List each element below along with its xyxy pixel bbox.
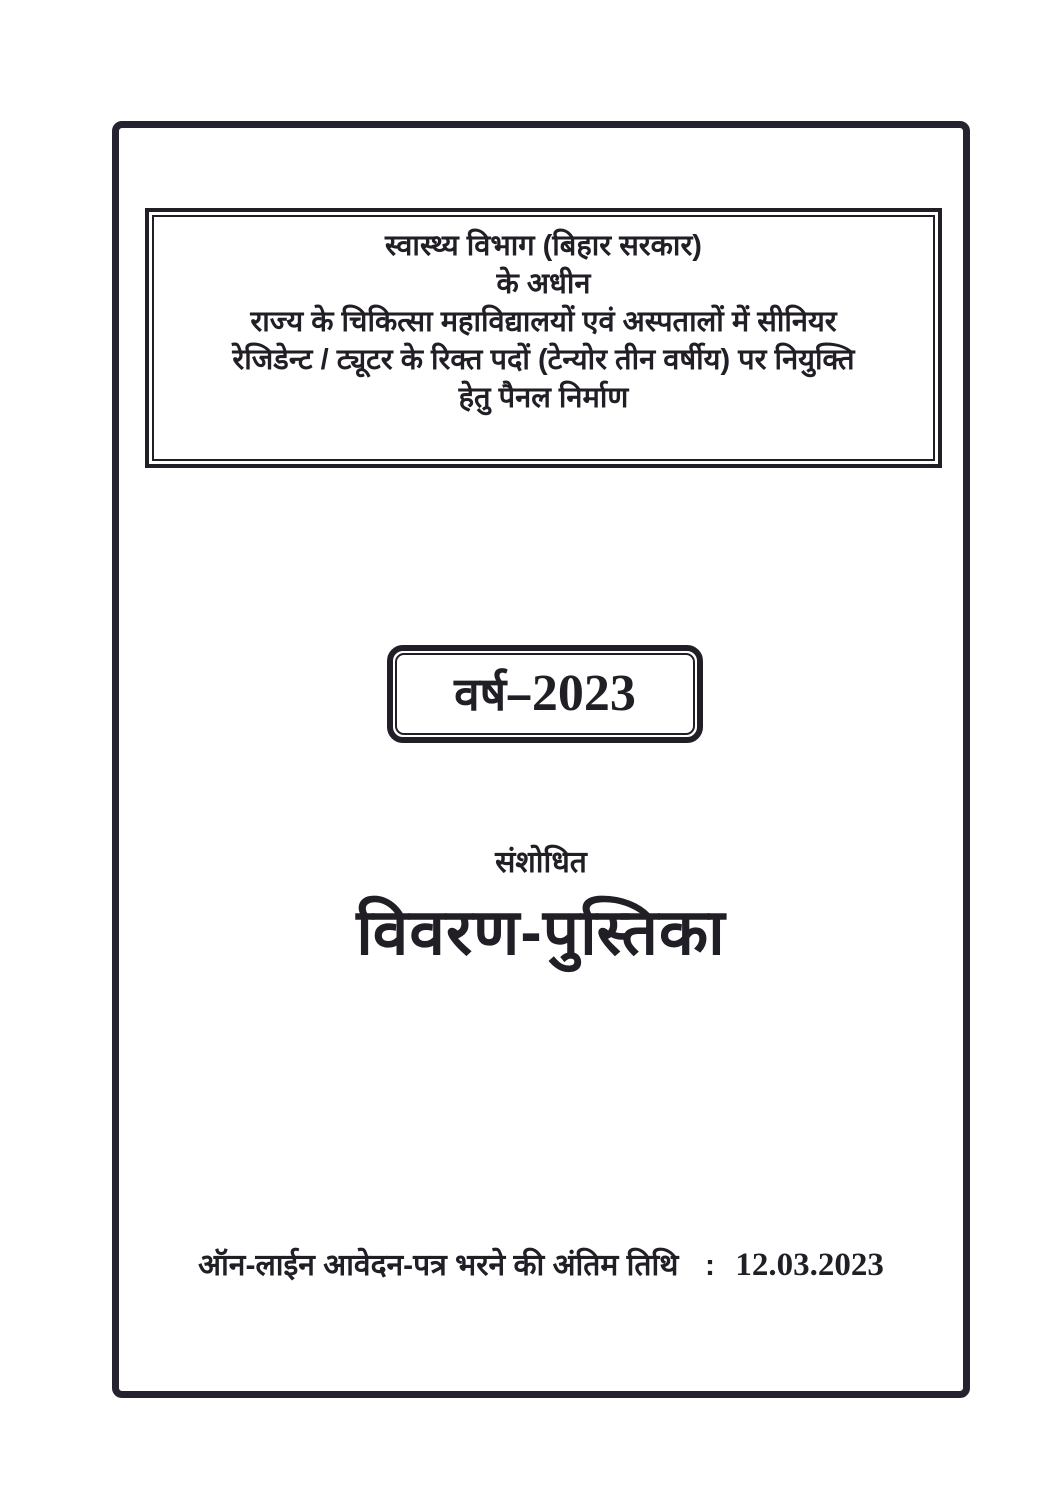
header-line-under: के अधीन <box>496 268 591 300</box>
header-line-panel: हेतु पैनल निर्माण <box>458 382 629 414</box>
header-line-colleges: राज्य के चिकित्सा महाविद्यालयों एवं अस्पतालों में सीनियर <box>250 306 837 338</box>
deadline-label: ऑन-लाईन आवेदन-पत्र भरने की अंतिम तिथि <box>198 1249 679 1282</box>
year-badge-label: वर्ष <box>454 668 507 720</box>
booklet-title: विवरण-पुस्तिका <box>356 896 726 968</box>
header-box <box>145 208 942 468</box>
header-line-posts: रेजिडेन्ट / ट्यूटर के रिक्त पदों (टेन्योर तीन वर्षीय) पर नियुक्ति <box>232 344 855 376</box>
deadline-colon: : <box>704 1249 715 1282</box>
year-badge-inner <box>395 653 695 735</box>
header-box-inner <box>152 215 935 461</box>
deadline-line <box>112 1243 970 1284</box>
year-badge-year: 2023 <box>531 665 636 722</box>
revision-note: संशोधित <box>495 846 587 879</box>
deadline-date: 12.03.2023 <box>735 1247 884 1283</box>
year-badge-separator: – <box>506 668 532 720</box>
header-line-department: स्वास्थ्य विभाग (बिहार सरकार) <box>385 230 702 262</box>
year-badge <box>387 645 703 743</box>
